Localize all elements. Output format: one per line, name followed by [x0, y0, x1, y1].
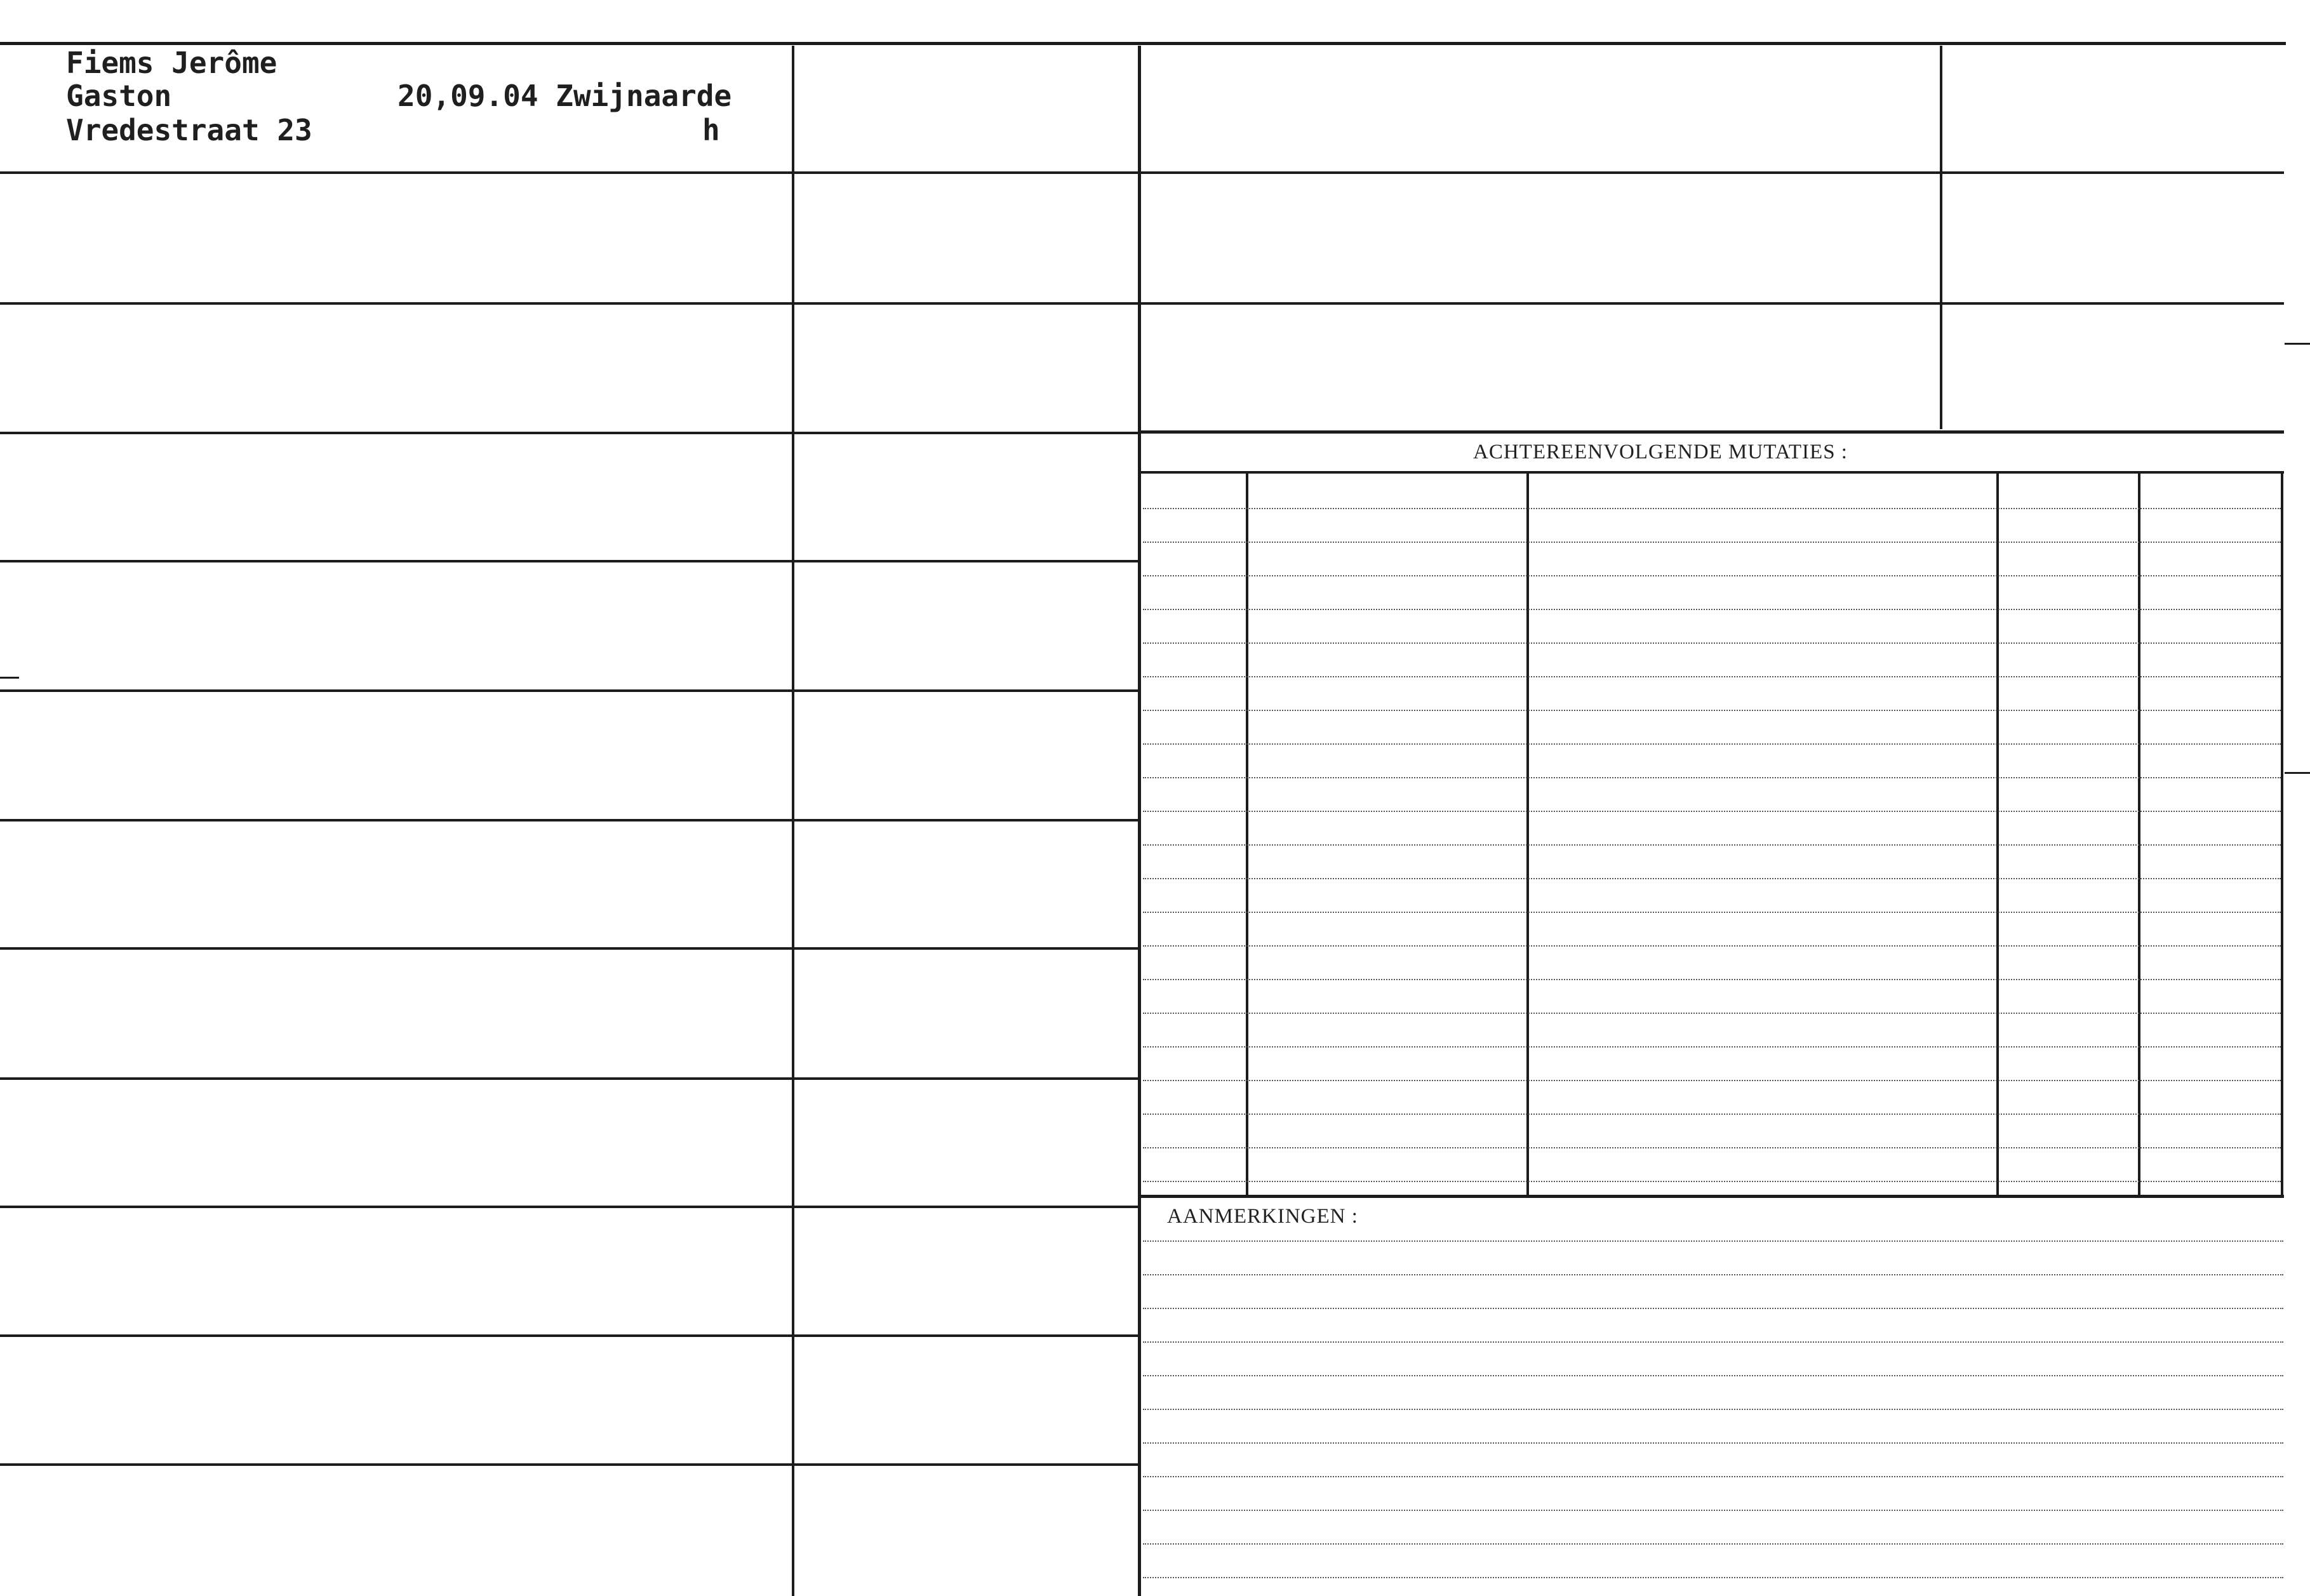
right-top-divider	[1940, 46, 1942, 429]
record-address: Vredestraat 23	[66, 113, 312, 147]
left-row-line	[0, 689, 1138, 692]
top-border	[0, 42, 2286, 45]
left-row-line	[0, 1206, 1138, 1208]
mutations-ruled-line	[1143, 609, 2281, 610]
left-row-line	[0, 819, 1138, 821]
margin-tick	[0, 677, 19, 679]
remarks-ruled-line	[1143, 1577, 2283, 1578]
mutations-ruled-line	[1143, 1080, 2281, 1081]
mutations-ruled-line	[1143, 1181, 2281, 1182]
center-divider	[1138, 46, 1141, 1596]
mutations-ruled-line	[1143, 1147, 2281, 1148]
remarks-ruled-line	[1143, 1375, 2283, 1376]
remarks-ruled-line	[1143, 1274, 2283, 1275]
record-status-letter: h	[702, 113, 720, 147]
mutations-col-divider	[1526, 474, 1529, 1195]
record-surname: Fiems Jerôme	[66, 46, 277, 80]
margin-tick	[2285, 343, 2310, 345]
record-given-name: Gaston	[66, 79, 172, 113]
mutations-ruled-line	[1143, 1046, 2281, 1047]
left-row-line	[0, 1334, 1138, 1337]
left-row-line	[0, 171, 1138, 174]
mutations-ruled-line	[1143, 642, 2281, 644]
margin-tick	[2285, 772, 2310, 774]
right-row-line	[1141, 302, 2284, 305]
mutations-ruled-line	[1143, 811, 2281, 812]
left-row-line	[0, 1077, 1138, 1080]
remarks-ruled-line	[1143, 1476, 2283, 1477]
mutations-col-divider	[1996, 474, 1999, 1195]
mutations-ruled-line	[1143, 878, 2281, 879]
left-row-line	[0, 302, 1138, 305]
left-row-line	[0, 432, 1138, 434]
remarks-ruled-line	[1143, 1240, 2283, 1242]
record-birth: 20,09.04 Zwijnaarde	[397, 79, 732, 113]
remarks-ruled-line	[1143, 1409, 2283, 1410]
remarks-ruled-line	[1143, 1510, 2283, 1511]
mutations-title: ACHTEREENVOLGENDE MUTATIES :	[1473, 441, 1848, 463]
right-row-line	[1141, 430, 2284, 434]
mutations-col-divider	[1246, 474, 1248, 1195]
mutations-ruled-line	[1143, 710, 2281, 711]
mutations-ruled-line	[1143, 542, 2281, 543]
mutations-ruled-line	[1143, 508, 2281, 509]
mutations-ruled-line	[1143, 743, 2281, 745]
remarks-ruled-line	[1143, 1341, 2283, 1343]
mutations-ruled-line	[1143, 912, 2281, 913]
remarks-title: AANMERKINGEN :	[1167, 1205, 1358, 1228]
mutations-ruled-line	[1143, 575, 2281, 576]
mutations-ruled-line	[1143, 844, 2281, 846]
remarks-ruled-line	[1143, 1543, 2283, 1545]
remarks-ruled-line	[1143, 1308, 2283, 1309]
mutations-ruled-line	[1143, 676, 2281, 677]
left-row-line	[0, 1463, 1138, 1466]
mutations-ruled-line	[1143, 945, 2281, 947]
mutations-ruled-line	[1143, 777, 2281, 778]
left-row-line	[0, 560, 1138, 562]
mutations-bottom-line	[1141, 1195, 2284, 1198]
remarks-ruled-line	[1143, 1442, 2283, 1444]
mutations-ruled-line	[1143, 979, 2281, 980]
mutations-right-border	[2281, 474, 2283, 1195]
mutations-ruled-line	[1143, 1013, 2281, 1014]
mutations-header-line	[1141, 471, 2284, 474]
right-row-line	[1141, 171, 2284, 174]
mutations-ruled-line	[1143, 1114, 2281, 1115]
mutations-col-divider	[2138, 474, 2140, 1195]
left-row-line	[0, 947, 1138, 950]
